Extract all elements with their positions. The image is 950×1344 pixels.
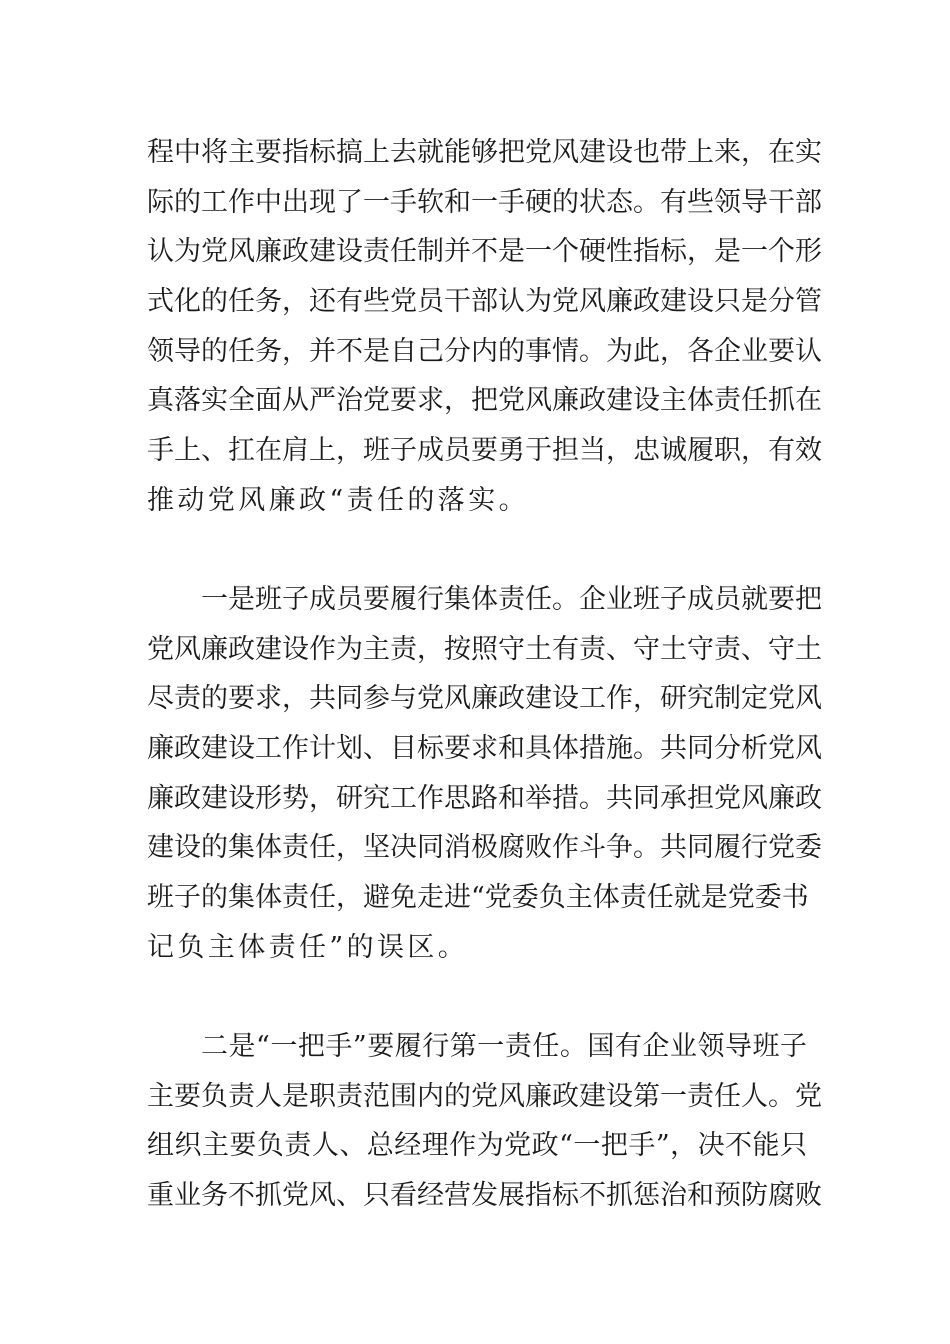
text-line: 一是班子成员要履行集体责任。企业班子成员就要把 [201,584,822,615]
text-line: 二是“一把手”要履行第一责任。国有企业领导班子 [201,1031,807,1062]
text-line: 尽责的要求，共同参与党风廉政建设工作，研究制定党风 [147,683,822,715]
text-line: 廉政建设形势，研究工作思路和举措。共同承担党风廉政 [147,782,822,814]
text-line: 际的工作中出现了一手软和一手硬的状态。有些领导干部 [147,186,822,218]
paragraph-2 [147,575,822,973]
text-line: 程中将主要指标搞上去就能够把党风建设也带上来，在实 [147,137,822,168]
text-line: 式化的任务，还有些党员干部认为党风廉政建设只是分管 [147,286,822,318]
text-line: 重业务不抓党风、只看经营发展指标不抓惩治和预防腐败 [147,1180,822,1212]
text-line: 认为党风廉政建设责任制并不是一个硬性指标，是一个形 [147,236,822,268]
text-line: 主要负责人是职责范围内的党风廉政建设第一责任人。党 [147,1080,822,1112]
text-line: 记负主体责任”的误区。 [147,931,469,963]
text-line: 推动党风廉政“责任的落实。 [147,484,530,516]
text-line: 党风廉政建设作为主责，按照守土有责、守土守责、守土 [147,633,822,665]
text-line: 手上、扛在肩上，班子成员要勇于担当，忠诚履职，有效 [147,435,822,467]
text-line: 组织主要负责人、总经理作为党政“一把手”，决不能只 [147,1130,807,1162]
paragraph-1 [147,128,822,526]
text-line: 领导的任务，并不是自己分内的事情。为此，各企业要认 [147,335,822,367]
text-line: 建设的集体责任，坚决同消极腐败作斗争。共同履行党委 [147,832,822,864]
text-line: 真落实全面从严治党要求，把党风廉政建设主体责任抓在 [147,385,822,417]
text-line: 廉政建设工作计划、目标要求和具体措施。共同分析党风 [147,733,822,765]
paragraph-3 [147,1022,822,1221]
text-line: 班子的集体责任，避免走进“党委负主体责任就是党委书 [147,882,809,914]
